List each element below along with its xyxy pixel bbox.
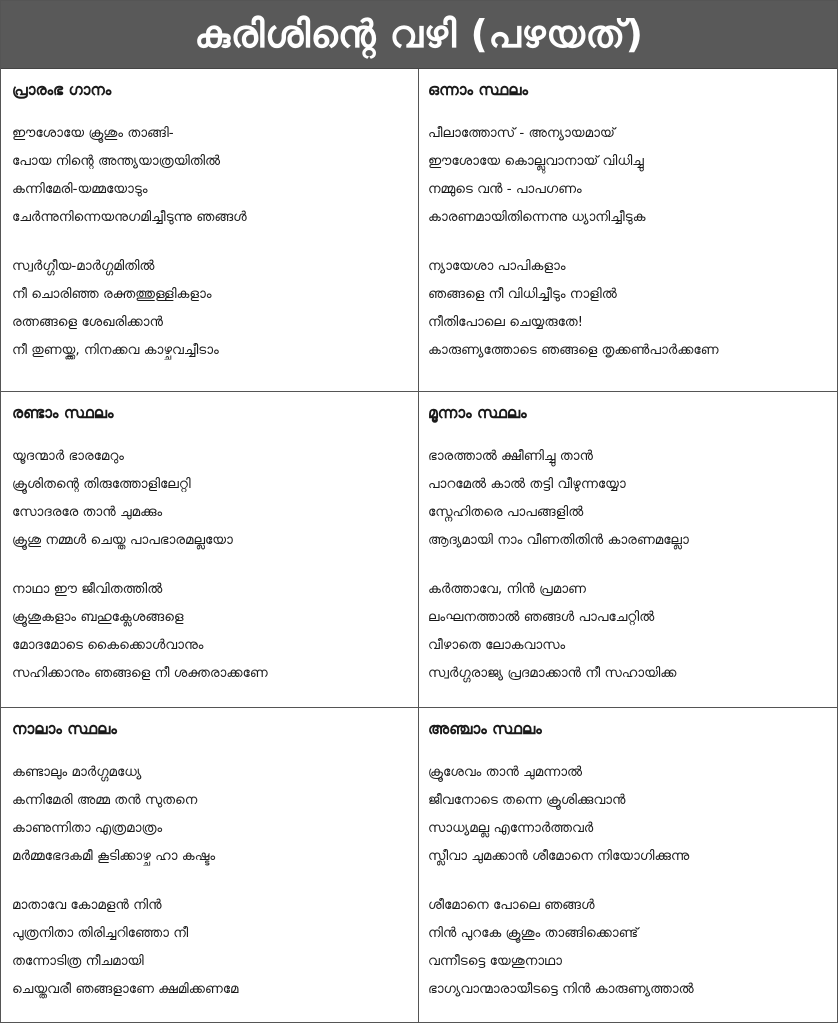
verse-line: ഞങ്ങളെ നീ വിധിച്ചീടും നാളിൽ <box>428 286 617 302</box>
section-station-5 <box>419 708 837 1023</box>
stanza <box>428 252 837 364</box>
stanza <box>428 758 837 870</box>
verse-line: യൂദന്മാർ ഭാരമേറും <box>12 448 124 464</box>
verse-line: കന്നിമേരി-യമ്മയോടും <box>12 181 148 197</box>
verse-line: ക്രൂശിതന്റെ തിരുത്തോളിലേറ്റി <box>12 476 191 492</box>
verse-line: സ്നേഹിതരെ പാപങ്ങളിൽ <box>428 504 584 520</box>
verse-line: സോദരരേ താൻ ചുമക്കും <box>12 504 163 520</box>
verse-line: പുത്രനിതാ തിരിച്ചറിഞ്ഞോ നീ <box>12 925 189 941</box>
verse-line: മോദമോടെ കൈക്കൊൾവാനും <box>12 637 204 653</box>
stanza <box>12 442 418 554</box>
stanza <box>428 575 837 687</box>
verse-line: മർമ്മഭേദകമീ കൂടിക്കാഴ്ച ഹാ കഷ്ടം <box>12 848 216 864</box>
section-opening-hymn <box>1 69 419 392</box>
section-station-3 <box>419 392 837 708</box>
verse-line: പോയ നിന്റെ അന്ത്യയാത്രയിതിൽ <box>12 153 221 169</box>
verse-line: ഈശോയേ ക്രൂശും താങ്ങി- <box>12 125 174 141</box>
verse-line: സഹിക്കാനും ഞങ്ങളെ നീ ശക്തരാക്കണേ <box>12 665 268 681</box>
verse-line: നാഥാ ഈ ജീവിതത്തിൽ <box>12 581 163 597</box>
verse-line: രത്നങ്ങളെ ശേഖരിക്കാൻ <box>12 314 163 330</box>
verse-line: ലംഘനത്താൽ ഞങ്ങൾ പാപചേറ്റിൽ <box>428 609 655 625</box>
verse-line: ന്യായേശാ പാപികളാം <box>428 258 566 274</box>
verse-line: വീഴാതെ ലോകവാസം <box>428 637 566 653</box>
verse-line: നീ ചൊരിഞ്ഞ രക്തത്തുള്ളികളാം <box>12 286 212 302</box>
verse-line: ചെയ്തവരീ ഞങ്ങളാണേ ക്ഷമിക്കണമേ <box>12 981 239 997</box>
section-station-2 <box>1 392 419 708</box>
page-title: കുരിശിന്റെ വഴി (പഴയത്) <box>1 1 837 69</box>
verse-line: കർത്താവേ, നിൻ പ്രമാണ <box>428 581 586 597</box>
verse-line: പാറമേൽ കാൽ തട്ടി വീഴുന്നയ്യോ <box>428 476 626 492</box>
section-station-1 <box>419 69 837 392</box>
section-station-4 <box>1 708 419 1023</box>
verse-line: കാണുന്നിതാ എത്രമാത്രം <box>12 820 163 836</box>
verse-line: ക്രൂശേവം താൻ ചുമന്നാൽ <box>428 764 583 780</box>
stations-grid <box>1 69 837 1023</box>
stanza <box>12 758 418 870</box>
section-heading: രണ്ടാം സ്ഥലം <box>12 404 114 422</box>
verse-line: നിൻ പുറകേ ക്രൂശും താങ്ങിക്കൊണ്ട് <box>428 925 639 941</box>
stanza <box>12 891 418 1003</box>
section-heading: നാലാം സ്ഥലം <box>12 720 117 738</box>
verse-line: നീതിപോലെ ചെയ്യരുതേ! <box>428 314 584 330</box>
verse-line: ആദ്യമായി നാം വീണതിതിൻ കാരണമല്ലോ <box>428 532 689 548</box>
verse-line: വന്നീടട്ടെ യേശുനാഥാ <box>428 953 562 969</box>
verse-line: കന്നിമേരി അമ്മ തൻ സുതനെ <box>12 792 198 808</box>
verse-line: കാരണമായിതിന്നെന്നു ധ്യാനിച്ചീടുക <box>428 209 646 225</box>
verse-line: ഭാഗ്യവാന്മാരായീടട്ടെ നിൻ കാരുണ്യത്താൽ <box>428 981 694 997</box>
verse-line: സാധ്യമല്ല എന്നോർത്തവർ <box>428 820 594 836</box>
section-heading: പ്രാരംഭ ഗാനം <box>12 81 112 99</box>
stanza <box>12 252 418 364</box>
stanza <box>428 119 837 231</box>
verse-line: ഭാരത്താൽ ക്ഷീണിച്ചു താൻ <box>428 448 593 464</box>
stanza <box>12 119 418 231</box>
verse-line: തന്നോടിത്ര നീചമായി <box>12 953 144 969</box>
verse-line: കണ്ടാലും മാർഗ്ഗമധ്യേ <box>12 764 142 780</box>
stanza <box>12 575 418 687</box>
verse-line: പീലാത്തോസ് - അന്യായമായ് <box>428 125 615 141</box>
stanza <box>428 891 837 1003</box>
verse-line: ഈശോയേ കൊല്ലുവാനായ് വിധിച്ചു <box>428 153 644 169</box>
stanza <box>428 442 837 554</box>
verse-line: സ്ലീവാ ചുമക്കാൻ ശീമോനെ നിയോഗിക്കുന്നു <box>428 848 690 864</box>
verse-line: ക്രൂശുകളാം ബഹുക്ലേശങ്ങളെ <box>12 609 184 625</box>
verse-line: ശീമോനെ പോലെ ഞങ്ങൾ <box>428 897 595 913</box>
section-heading: മൂന്നാം സ്ഥലം <box>428 404 527 422</box>
verse-line: ക്രൂശു നമ്മൾ ചെയ്ത പാപഭാരമല്ലയോ <box>12 532 233 548</box>
verse-line: മാതാവേ കോമളൻ നിൻ <box>12 897 162 913</box>
verse-line: നീ തുണയ്ക്ക, നിനക്കവ കാഴ്ചവച്ചീടാം <box>12 342 219 358</box>
section-heading: അഞ്ചാം സ്ഥലം <box>428 720 542 738</box>
verse-line: നമ്മുടെ വൻ - പാപഗണം <box>428 181 582 197</box>
verse-line: ചേർന്നുനിന്നെയനുഗമിച്ചീടുന്നു ഞങ്ങൾ <box>12 209 247 225</box>
verse-line: കാരുണ്യത്തോടെ ഞങ്ങളെ തൃക്കൺപാർക്കണേ <box>428 342 719 358</box>
section-heading: ഒന്നാം സ്ഥലം <box>428 81 529 99</box>
verse-line: സ്വർഗ്ഗരാജ്യ പ്രദമാക്കാൻ നീ സഹായിക്ക <box>428 665 677 681</box>
verse-line: സ്വർഗ്ഗീയ-മാർഗ്ഗമിതിൽ <box>12 258 155 274</box>
verse-line: ജീവനോടെ തന്നെ ക്രൂശിക്കുവാൻ <box>428 792 626 808</box>
